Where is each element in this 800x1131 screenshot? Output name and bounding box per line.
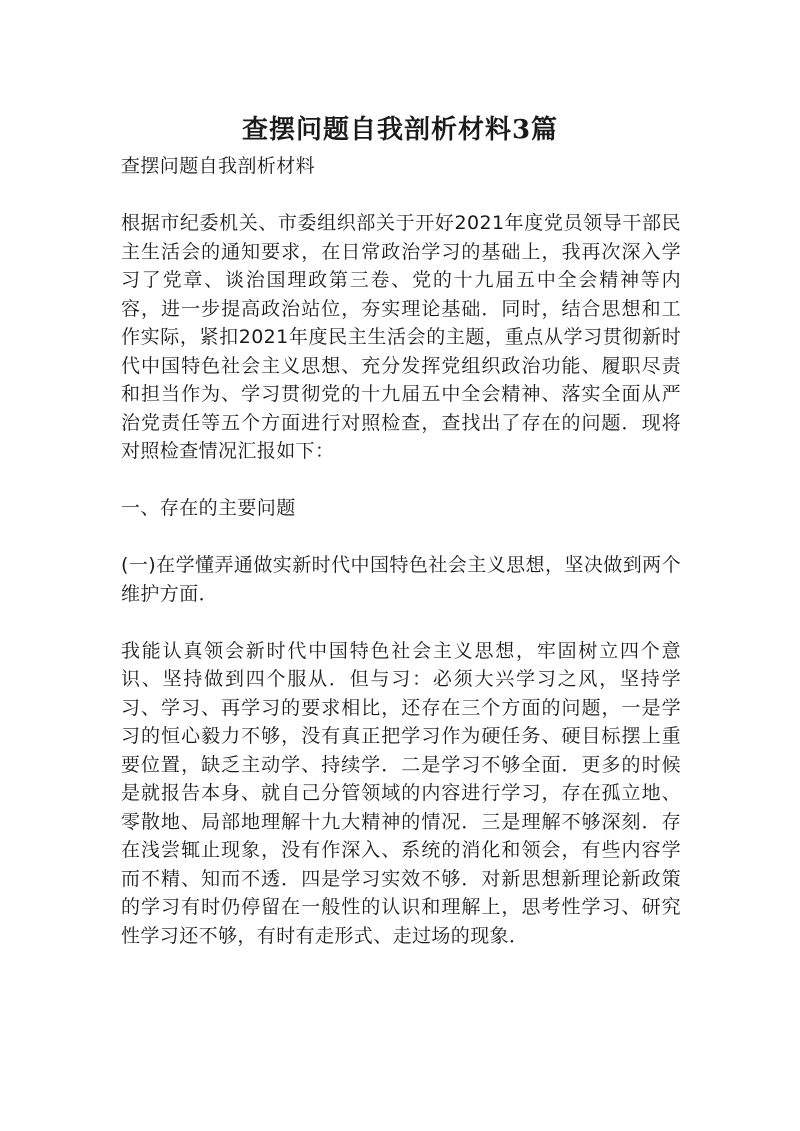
paragraph-intro: 根据市纪委机关、市委组织部关于开好2021年度党员领导干部民主生活会的通知要求，在日常政治学习的基础上，我再次深入学习了党章、谈治国理政第三卷、党的十九届五中全会精神等内容，进一步提高政治站位，夯实理论基础．同时，结合思想和工作实际，紧扣2021年度民主生活会的主题，重点从学习贯彻新时代中国特色社会主义思想、充分发挥党组织政治功能、履职尽责和担当作为、学习贯彻党的十九届五中全会精神、落实全面从严治党责任等五个方面进行对照检查，查找出了存在的问题．现将对照检查情况汇报如下： (121, 212, 681, 462)
paragraph-body: 我能认真领会新时代中国特色社会主义思想，牢固树立四个意识、坚持做到四个服从．但与习：必须大兴学习之风，坚持学习、学习、再学习的要求相比，还存在三个方面的问题，一是学习的恒心毅力不够，没有真正把学习作为硬任务、硬目标摆上重要位置，缺乏主动学、持续学．二是学习不够全面．更多的时候是就报告本身、就自己分管领域的内容进行学习，存在孤立地、零散地、局部地理解十九大精神的情况．三是理解不够深刻．存在浅尝辄止现象，没有作深入、系统的消化和领会，有些内容学而不精、知而不透．四是学习实效不够．对新思想新理论新政策的学习有时仍停留在一般性的认识和理解上，思考性学习、研究性学习还不够，有时有走形式、走过场的现象． (121, 639, 681, 947)
subsection-heading: (一)在学懂弄通做实新时代中国特色社会主义思想，坚决做到两个维护方面． (121, 554, 681, 605)
document-title: 查摆问题自我剖析材料3篇 (241, 115, 559, 145)
document-body (121, 152, 681, 979)
document-subtitle: 查摆问题自我剖析材料 (121, 155, 316, 177)
section-heading: 一、存在的主要问题 (121, 497, 296, 519)
